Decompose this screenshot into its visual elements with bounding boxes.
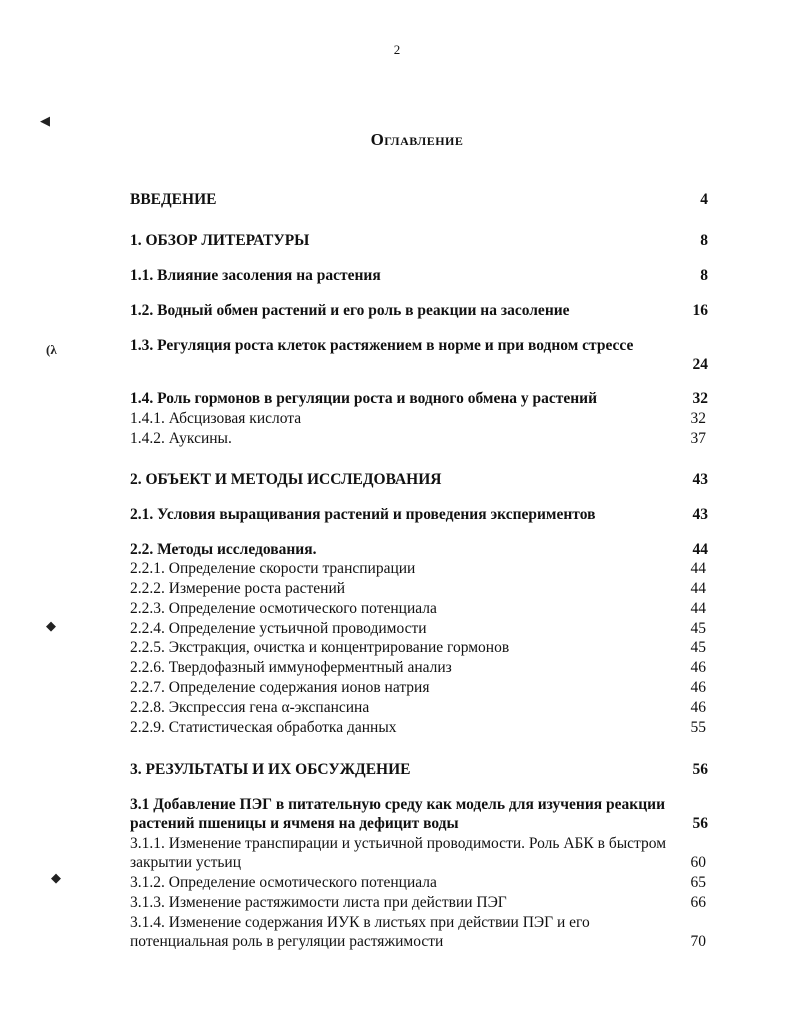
toc-entry <box>130 470 708 489</box>
toc-entry-page: 4 <box>700 191 708 208</box>
toc-entry-text: 2. ОБЪЕКТ И МЕТОДЫ ИССЛЕДОВАНИЯ <box>130 471 442 488</box>
toc-entry <box>130 336 708 373</box>
toc-entry-page: 24 <box>692 356 708 373</box>
toc-entry-text: 2.2.5. Экстракция, очистка и концентрирование гормонов <box>130 639 510 656</box>
toc-entry-page: 16 <box>692 302 708 319</box>
margin-mark-1: ◀ <box>40 113 50 128</box>
toc-entry-page: 45 <box>690 639 706 656</box>
toc-entry <box>130 559 708 578</box>
toc-entry <box>130 266 708 285</box>
toc-entry-page: 65 <box>690 874 706 891</box>
toc-entry-page: 45 <box>690 620 706 637</box>
toc-entry-text: 2.2.1. Определение скорости транспирации <box>130 560 416 577</box>
toc-entry-page: 37 <box>690 430 706 447</box>
toc-entry-page: 8 <box>700 267 708 284</box>
toc-entry <box>130 834 708 872</box>
toc-entry <box>130 658 708 677</box>
toc-entry-text: 1.1. Влияние засоления на растения <box>130 267 381 284</box>
toc-entry <box>130 190 708 209</box>
toc-entry-text: 2.2.7. Определение содержания ионов натрия <box>130 679 430 696</box>
toc-entry-page: 44 <box>690 580 706 597</box>
toc-entry-page: 46 <box>690 659 706 676</box>
toc-entry <box>130 429 708 448</box>
toc-entry-page: 43 <box>692 471 708 488</box>
toc-entry-page: 60 <box>690 854 706 871</box>
toc-entry-text: 2.2.4. Определение устьичной проводимости <box>130 620 427 637</box>
margin-mark-4: ◆ <box>51 870 61 885</box>
toc-entry-text: 1.4.1. Абсцизовая кислота <box>130 410 302 427</box>
toc-entry-page: 44 <box>692 541 708 558</box>
toc-entry-page: 66 <box>690 894 706 911</box>
toc-entry <box>130 893 708 912</box>
toc-entry-page: 8 <box>700 232 708 249</box>
toc-entry <box>130 409 708 428</box>
toc-entry-page: 44 <box>690 560 706 577</box>
toc-entry-page: 44 <box>690 600 706 617</box>
toc-entry <box>130 301 708 320</box>
toc-entry <box>130 540 708 559</box>
toc-entry <box>130 760 708 779</box>
toc-entry-text: 3.1 Добавление ПЭГ в питательную среду как модель для изучения реакции растений пшеницы и ячменя на дефицит воды <box>130 796 666 832</box>
toc-entry <box>130 913 708 951</box>
toc-entry-text: 3.1.4. Изменение содержания ИУК в листьях при действии ПЭГ и его потенциальная роль в регуляции растяжимости <box>130 914 590 950</box>
toc-entry <box>130 638 708 657</box>
toc-entry-text: 2.2.8. Экспрессия гена α-экспансина <box>130 699 370 716</box>
toc-entry <box>130 873 708 892</box>
toc-entry-text: 1.4.2. Ауксины. <box>130 430 232 447</box>
toc-entry-text: 1. ОБЗОР ЛИТЕРАТУРЫ <box>130 232 310 249</box>
toc-entry <box>130 231 708 250</box>
page-number: 2 <box>393 42 401 57</box>
toc-entry <box>130 599 708 618</box>
toc-entry-page: 56 <box>692 815 708 832</box>
toc-entry-page: 43 <box>692 506 708 523</box>
toc-entry-text: 3.1.1. Изменение транспирации и устьичной проводимости. Роль АБК в быстром закрытии устьиц <box>130 835 666 871</box>
toc-entry-page: 46 <box>690 679 706 696</box>
toc-entry <box>130 698 708 717</box>
margin-mark-3: ◆ <box>46 618 56 633</box>
page-title: Оглавление <box>370 130 464 149</box>
toc-entry-text: 3.1.2. Определение осмотического потенциала <box>130 874 437 891</box>
toc-entry-text: 1.2. Водный обмен растений и его роль в реакции на засоление <box>130 302 570 319</box>
toc-entry-text: ВВЕДЕНИЕ <box>130 191 217 208</box>
toc-entry-page: 70 <box>690 933 706 950</box>
toc-entry <box>130 505 708 524</box>
toc-entry-text: 2.2.2. Измерение роста растений <box>130 580 346 597</box>
toc-entry <box>130 718 708 737</box>
toc-entry-page: 32 <box>692 390 708 407</box>
toc-entry-text: 3. РЕЗУЛЬТАТЫ И ИХ ОБСУЖДЕНИЕ <box>130 761 411 778</box>
toc-entry-text: 1.4. Роль гормонов в регуляции роста и водного обмена у растений <box>130 390 598 407</box>
toc-entry-page: 32 <box>690 410 706 427</box>
toc-entry-text: 2.1. Условия выращивания растений и проведения экспериментов <box>130 506 596 523</box>
margin-mark-2: (λ <box>46 342 57 357</box>
toc-entry <box>130 795 708 833</box>
toc-entry-page: 55 <box>690 719 706 736</box>
toc-entry-page: 56 <box>692 761 708 778</box>
toc-entry-text: 2.2.6. Твердофазный иммуноферментный анализ <box>130 659 452 676</box>
toc-entry <box>130 678 708 697</box>
toc-entry-text: 2.2.3. Определение осмотического потенциала <box>130 600 437 617</box>
toc-entry-text: 3.1.3. Изменение растяжимости листа при действии ПЭГ <box>130 894 507 911</box>
toc-entry <box>130 579 708 598</box>
toc-entry-text: 2.2. Методы исследования. <box>130 541 317 558</box>
toc-entry <box>130 619 708 638</box>
toc-entry <box>130 389 708 408</box>
toc-entry-text: 1.3. Регуляция роста клеток растяжением в норме и при водном стрессе <box>130 337 634 354</box>
toc-entry-text: 2.2.9. Статистическая обработка данных <box>130 719 397 736</box>
toc-entry-page: 46 <box>690 699 706 716</box>
